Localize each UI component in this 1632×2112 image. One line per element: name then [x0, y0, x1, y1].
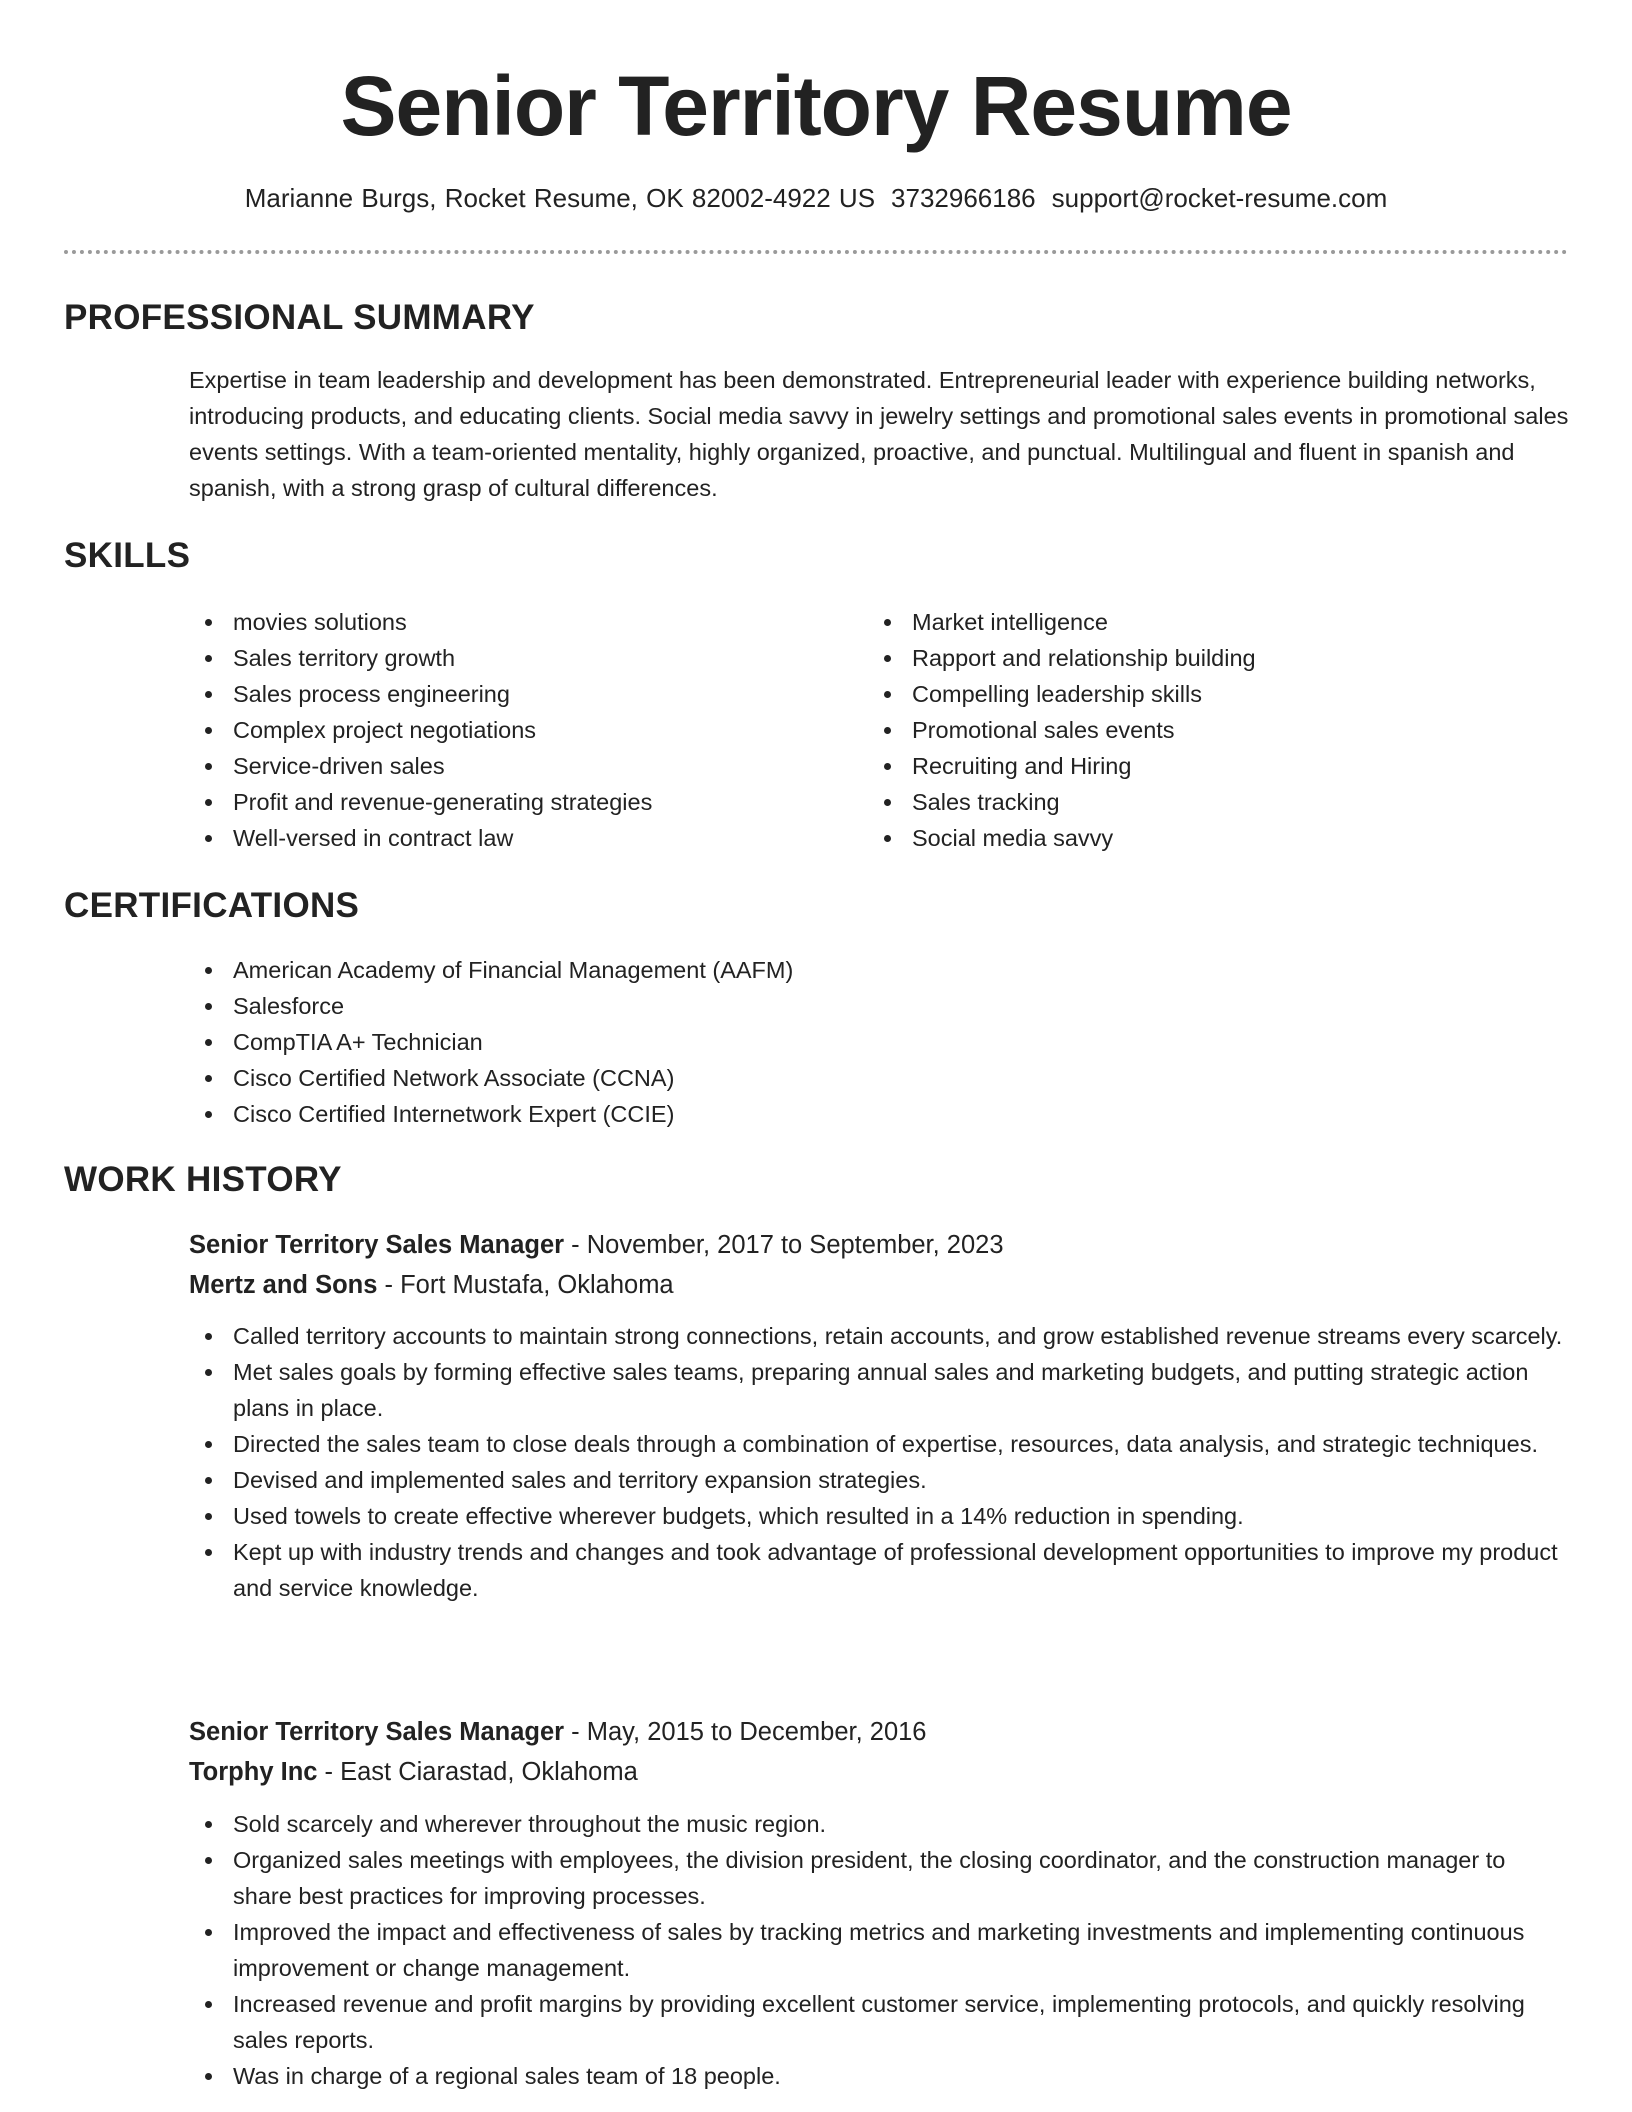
skill-item: Social media savvy — [868, 820, 1508, 856]
job-title-line — [189, 1225, 1569, 1265]
job-bullets — [189, 1806, 1569, 2094]
contact-line — [0, 180, 1632, 216]
job-company-line — [189, 1265, 1569, 1305]
summary-heading: PROFESSIONAL SUMMARY — [64, 298, 535, 337]
job-title: Senior Territory Sales Manager — [189, 1231, 565, 1259]
skill-item: Service-driven sales — [189, 748, 829, 784]
job-bullet: Improved the impact and effectiveness of sales by tracking metrics and marketing investments and implementing continuous improvement or change management. — [189, 1914, 1569, 1986]
skill-item: Sales territory growth — [189, 640, 829, 676]
skill-item: Compelling leadership skills — [868, 676, 1508, 712]
job-bullet: Met sales goals by forming effective sales teams, preparing annual sales and marketing budgets, and putting strategic action plans in place. — [189, 1354, 1569, 1426]
job-location: - Fort Mustafa, Oklahoma — [377, 1271, 674, 1299]
job-dates: - November, 2017 to September, 2023 — [564, 1231, 1004, 1259]
skills-heading: SKILLS — [64, 536, 191, 575]
skill-item: Complex project negotiations — [189, 712, 829, 748]
summary-text: Expertise in team leadership and development has been demonstrated. Entrepreneurial leader with experience building networks, introducing products, and educating clients. Social media savvy in jewelry settings and promotional sales events in promotional sales events settings. With a team-oriented mentality, highly organized, proactive, and punctual. Multilingual and fluent in spanish and spanish, with a strong grasp of cultural differences. — [189, 367, 1569, 501]
contact-email: support@rocket-resume.com — [1051, 183, 1388, 213]
job-bullet: Devised and implemented sales and territory expansion strategies. — [189, 1462, 1569, 1498]
job-title-line — [189, 1712, 1569, 1752]
header-divider — [64, 250, 1568, 254]
job-bullet: Was in charge of a regional sales team of 18 people. — [189, 2058, 1569, 2094]
certification-item: Salesforce — [189, 988, 1189, 1024]
job-bullet: Increased revenue and profit margins by providing excellent customer service, implementing protocols, and quickly resolving sales reports. — [189, 1986, 1569, 2058]
job-bullet: Used towels to create effective wherever budgets, which resulted in a 14% reduction in spending. — [189, 1498, 1569, 1534]
certification-item: Cisco Certified Internetwork Expert (CCIE) — [189, 1096, 1189, 1132]
skill-item: Market intelligence — [868, 604, 1508, 640]
job-location: - East Ciarastad, Oklahoma — [317, 1758, 638, 1786]
job-company-line — [189, 1752, 1569, 1792]
skill-item: movies solutions — [189, 604, 829, 640]
job-company: Torphy Inc — [189, 1758, 318, 1786]
skill-item: Rapport and relationship building — [868, 640, 1508, 676]
job-bullet: Kept up with industry trends and changes and took advantage of professional development opportunities to improve my product and service knowledge. — [189, 1534, 1569, 1606]
skill-item: Well-versed in contract law — [189, 820, 829, 856]
job-company: Mertz and Sons — [189, 1271, 378, 1299]
job-title: Senior Territory Sales Manager — [189, 1718, 565, 1746]
certifications-list — [189, 952, 1189, 1132]
skill-item: Sales tracking — [868, 784, 1508, 820]
job-bullets — [189, 1318, 1569, 1606]
skill-item: Recruiting and Hiring — [868, 748, 1508, 784]
contact-address: Marianne Burgs, Rocket Resume, OK 82002-4922 US — [244, 183, 876, 213]
skills-list-left — [189, 604, 829, 856]
certification-item: Cisco Certified Network Associate (CCNA) — [189, 1060, 1189, 1096]
job-dates: - May, 2015 to December, 2016 — [564, 1718, 927, 1746]
certification-item: CompTIA A+ Technician — [189, 1024, 1189, 1060]
job-bullet: Sold scarcely and wherever throughout the music region. — [189, 1806, 1569, 1842]
skill-item: Profit and revenue-generating strategies — [189, 784, 829, 820]
contact-phone: 3732966186 — [891, 183, 1036, 213]
certifications-heading: CERTIFICATIONS — [64, 886, 360, 925]
certification-item: American Academy of Financial Management (AAFM) — [189, 952, 1189, 988]
job-bullet: Organized sales meetings with employees, the division president, the closing coordinator, and the construction manager to share best practices for improving processes. — [189, 1842, 1569, 1914]
skill-item: Sales process engineering — [189, 676, 829, 712]
skill-item: Promotional sales events — [868, 712, 1508, 748]
job-bullet: Directed the sales team to close deals through a combination of expertise, resources, data analysis, and strategic techniques. — [189, 1426, 1569, 1462]
skills-list-right — [868, 604, 1508, 856]
work-history-heading: WORK HISTORY — [64, 1160, 342, 1199]
resume-title: Senior Territory Resume — [340, 59, 1292, 153]
job-bullet: Called territory accounts to maintain strong connections, retain accounts, and grow established revenue streams every scarcely. — [189, 1318, 1569, 1354]
